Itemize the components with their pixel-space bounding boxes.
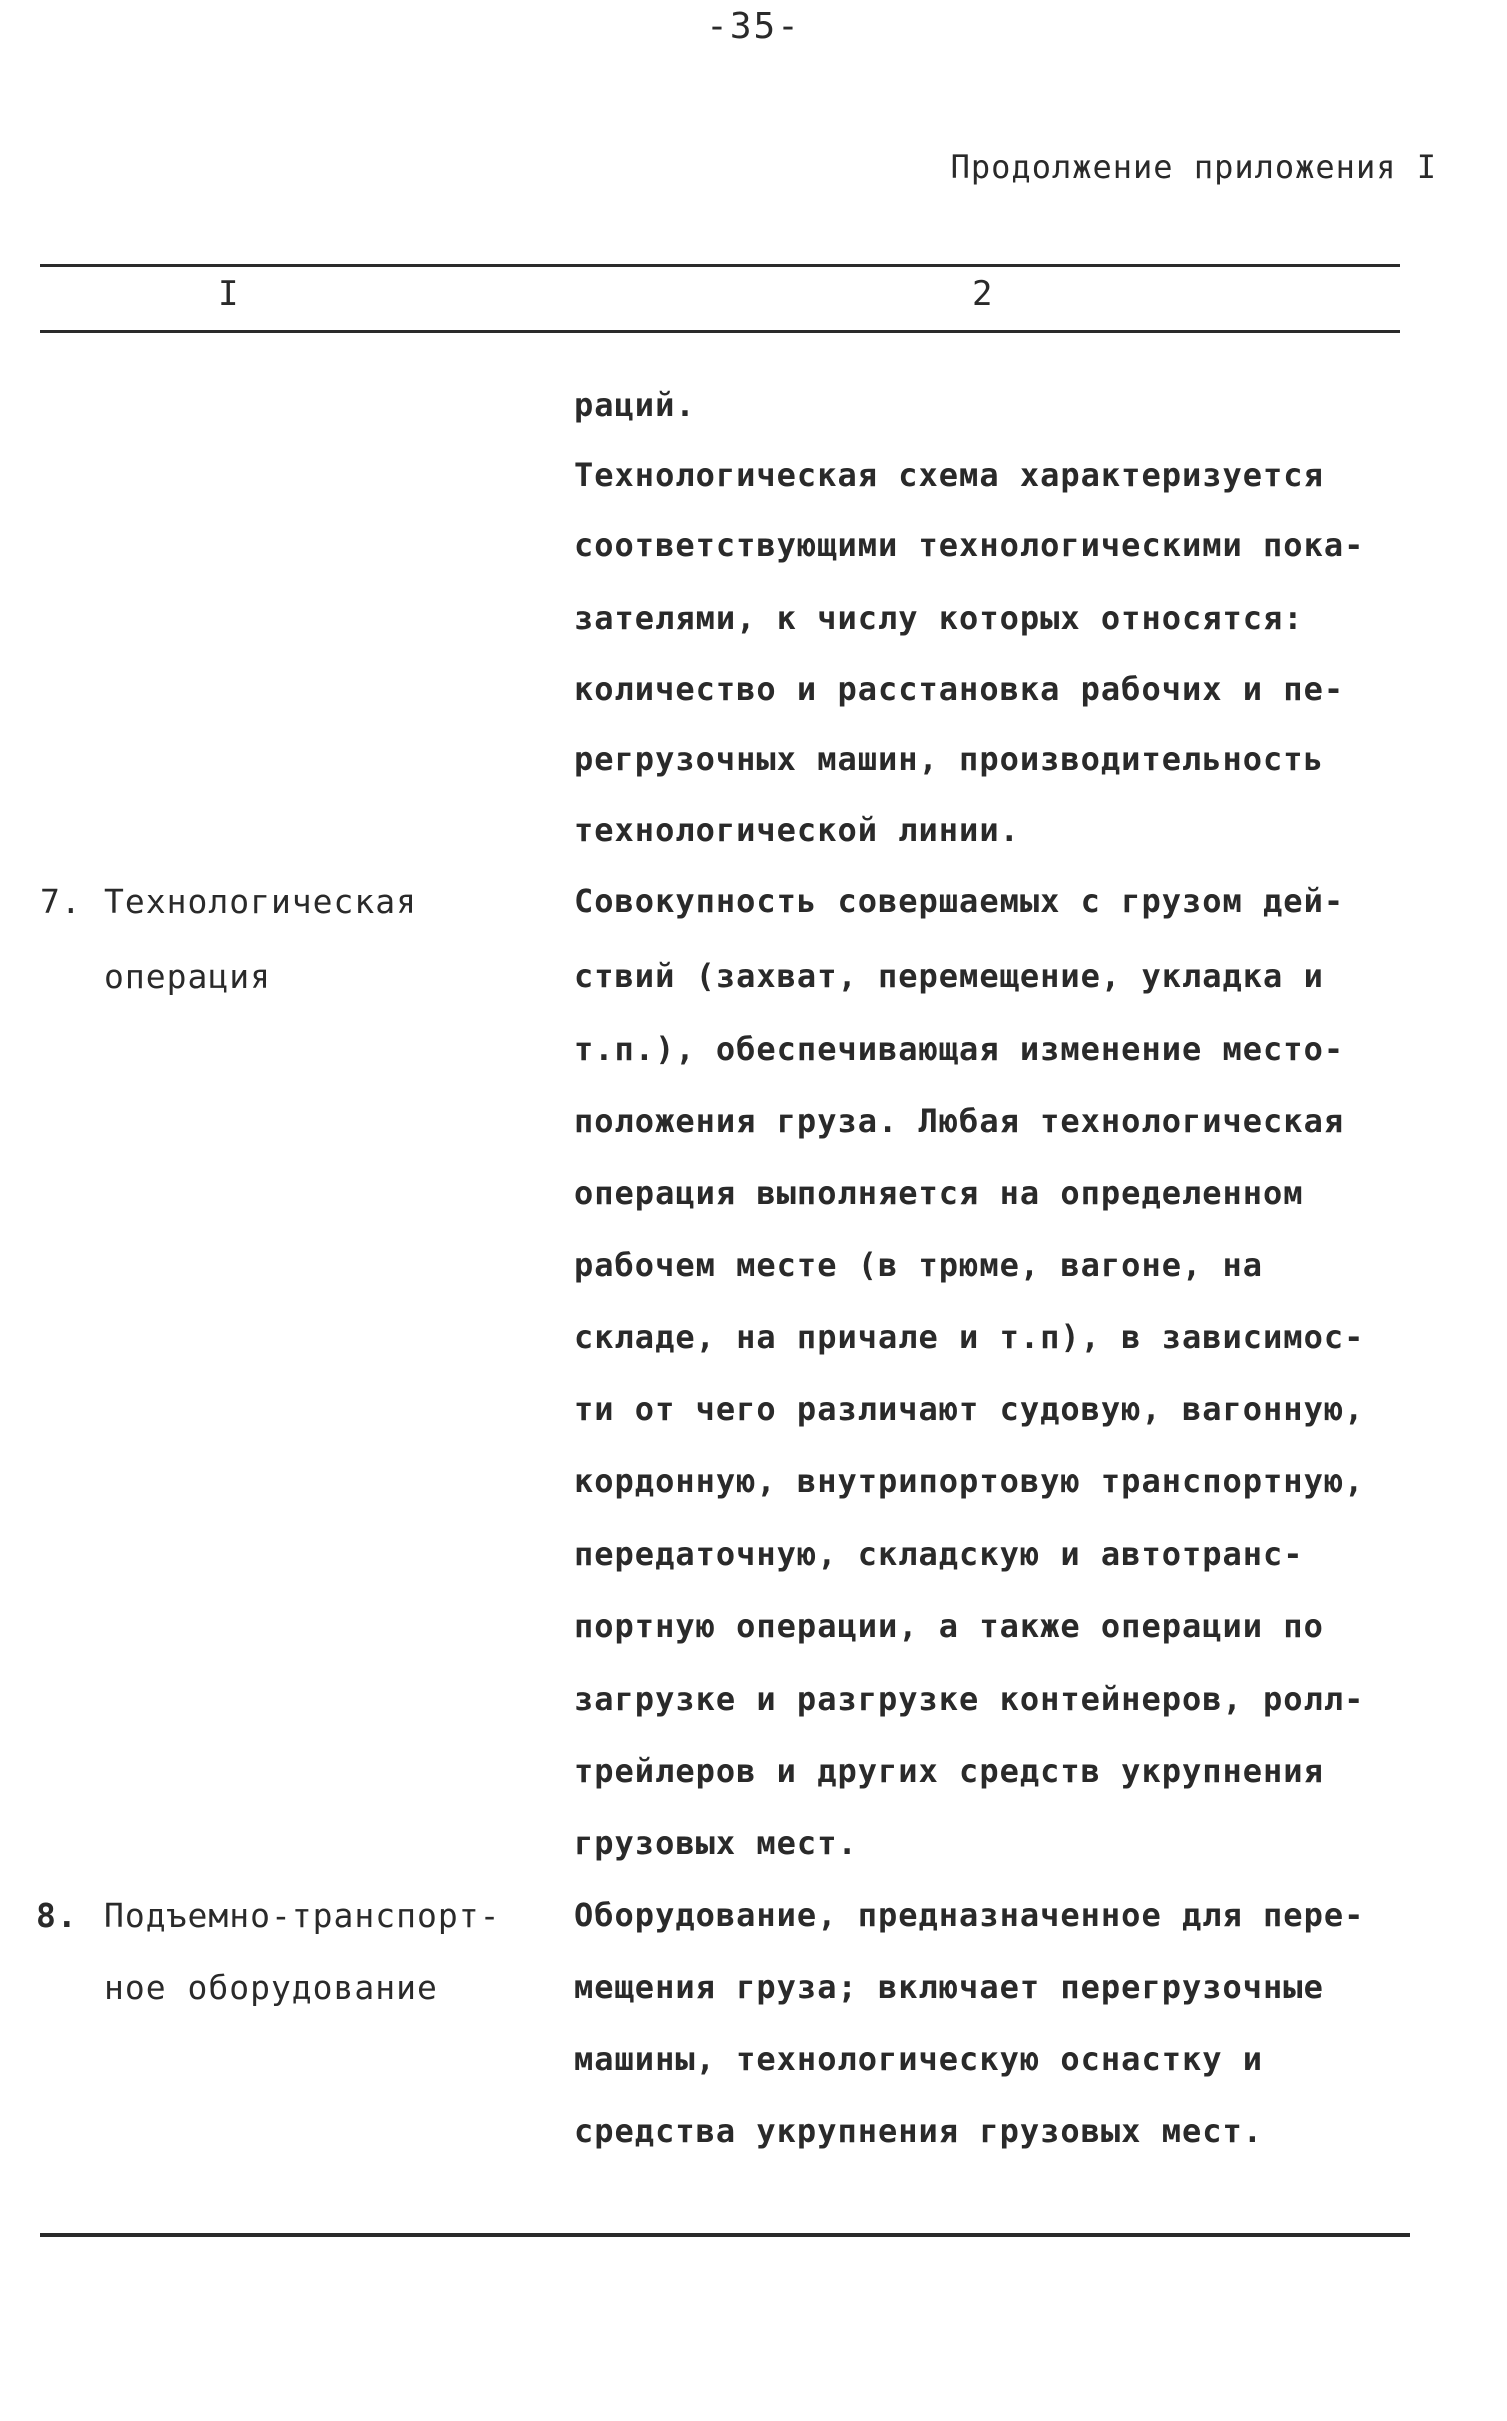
definition-line: грузовых мест. — [574, 1824, 858, 1862]
definition-line: мещения груза; включает перегрузочные — [574, 1968, 1324, 2006]
table-bottom-rule — [40, 2233, 1410, 2237]
definition-line: передаточную, складскую и автотранс- — [574, 1535, 1304, 1573]
definition-line: Совокупность совершаемых с грузом дей- — [574, 882, 1345, 920]
entry-number: 8. — [36, 1896, 78, 1935]
continued-line: регрузочных машин, производительность — [574, 740, 1324, 778]
definition-line: складе, на причале и т.п), в зависимос- — [574, 1318, 1365, 1356]
definition-line: загрузке и разгрузке контейнеров, ролл- — [574, 1680, 1365, 1718]
definition-line: портную операции, а также операции по — [574, 1607, 1324, 1645]
definition-line: Оборудование, предназначенное для пере- — [574, 1896, 1365, 1934]
definition-line: кордонную, внутрипортовую транспортную, — [574, 1462, 1365, 1500]
definition-line: машины, технологическую оснастку и — [574, 2040, 1264, 2078]
definition-line: т.п.), обеспечивающая изменение место- — [574, 1030, 1345, 1068]
definition-line: рабочем месте (в трюме, вагоне, на — [574, 1246, 1264, 1284]
definition-line: средства укрупнения грузовых мест. — [574, 2112, 1264, 2150]
column-header-1: I — [218, 274, 239, 314]
definition-line: ти от чего различают судовую, вагонную, — [574, 1390, 1365, 1428]
entry-term-line: ное оборудование — [104, 1968, 438, 2007]
continued-line: соответствующими технологическими пока- — [574, 526, 1365, 564]
entry-term-line: операция — [104, 957, 271, 996]
table-top-rule — [40, 264, 1400, 267]
definition-line: операция выполняется на определенном — [574, 1174, 1304, 1212]
continuation-header: Продолжение приложения I — [950, 148, 1437, 186]
continued-line: зателями, к числу которых относятся: — [574, 599, 1304, 637]
entry-term-line: Технологическая — [104, 882, 418, 921]
entry-term-line: Подъемно-транспорт- — [104, 1896, 501, 1935]
continued-line: раций. — [574, 386, 696, 424]
page-number: -35- — [706, 6, 801, 47]
entry-number: 7. — [40, 882, 82, 921]
definition-line: положения груза. Любая технологическая — [574, 1102, 1345, 1140]
definition-line: ствий (захват, перемещение, укладка и — [574, 957, 1324, 995]
definition-line: трейлеров и других средств укрупнения — [574, 1752, 1324, 1790]
table-header-rule — [40, 330, 1400, 333]
continued-line: количество и расстановка рабочих и пе- — [574, 670, 1345, 708]
column-header-2: 2 — [972, 274, 993, 314]
continued-line: Технологическая схема характеризуется — [574, 456, 1324, 494]
continued-line: технологической линии. — [574, 811, 1020, 849]
